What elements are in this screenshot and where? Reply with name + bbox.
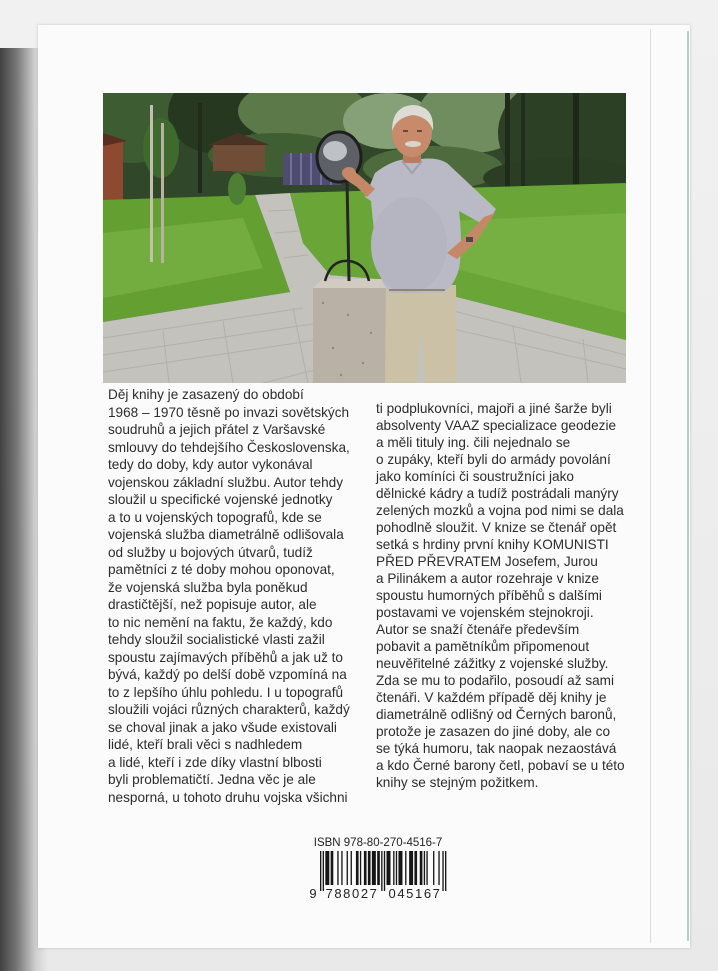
barcode-bar: [364, 851, 367, 885]
barcode-bar: [414, 851, 417, 885]
tree-trunk: [521, 93, 525, 188]
barcode-bars: [320, 851, 446, 891]
barcode-lead-digit: 9: [309, 886, 317, 901]
blurb-line: spoustu zajímavých příběhů a jak už to: [108, 649, 343, 665]
blurb-line: a to u vojenských topografů, kde se: [108, 509, 322, 525]
tree-trunk: [573, 93, 579, 185]
barcode-bar: [398, 851, 402, 885]
blurb-line: se choval jinak a jako všude existovali: [108, 719, 337, 735]
blurb-line: tehdy sloužil socialistické vlasti zažil: [108, 632, 325, 647]
blurb-line: absolventy VAAZ specializace geodezie: [376, 418, 617, 433]
blurb-line: byli problematičtí. Jedna věc je ale: [108, 772, 316, 787]
blurb-line: Děj knihy je zasazený do období: [108, 387, 304, 402]
blurb-line: se týká humoru, tak naopak nezaostává: [376, 741, 617, 756]
blurb-line: a měli tituly ing. čili nejednalo se: [376, 435, 571, 450]
wristwatch: [466, 237, 473, 242]
blurb-line: o zupáky, kteří byli do armády povolání: [376, 452, 611, 467]
barcode-guard-bar: [323, 851, 324, 891]
small-bush: [228, 173, 246, 205]
blurb-line: spoustu humorných příběhů s dalšími: [376, 588, 602, 603]
author-photo: [103, 93, 626, 383]
blurb-line: vojenská služba diametrálně odlišovala: [108, 527, 344, 542]
barcode-right-digits: 045167: [388, 886, 442, 901]
barcode-bar: [438, 851, 439, 885]
speckle: [347, 314, 349, 316]
blurb-line: bývá, každý po delší době vzpomíná na: [108, 667, 347, 682]
blurb-column-left: [108, 386, 350, 806]
blurb-line: ti podplukovníci, majoři a jiné šarže byli: [376, 401, 612, 416]
barcode-guard-bar: [384, 851, 385, 891]
blurb-line: nesporná, u tohoto druhu vojska všichni: [108, 789, 348, 805]
man-belly: [371, 197, 447, 293]
barcode-bar: [341, 851, 342, 885]
barcode-bar: [387, 851, 391, 885]
blurb-line: pobavit a pamětníkům připomenout: [376, 639, 590, 654]
speckle: [322, 302, 324, 304]
blurb-line: dělnické kádry a tudíž postrádali manýry: [376, 486, 619, 501]
book-back-cover: [38, 25, 690, 948]
barcode-bar: [356, 851, 359, 885]
blurb-line: pohodlně sloužit. V knize se čtenář opět: [376, 520, 617, 535]
blurb-line: Zda se mu to podařilo, posoudí až sami: [376, 673, 615, 688]
blurb-line: od služby u bojových útvarů, tudíž: [108, 544, 313, 560]
stone-pedestal: [313, 279, 391, 383]
blurb-column-right: [376, 400, 625, 791]
blurb-line: vojenskou základní službu. Autor tehdy: [108, 474, 344, 490]
blurb-line: sloužili vojáci různých charakterů, každý: [108, 702, 350, 717]
barcode-bar: [377, 851, 380, 885]
blurb-line: a Pilinákem a autor rozehraje v knize: [376, 571, 599, 586]
blurb-line: neuvěřitelné zážitky z vojenské služby.: [376, 656, 609, 671]
barcode-bar: [325, 851, 329, 885]
blurb-line: zelených mozků a vojna pod nimi se dala: [376, 503, 624, 518]
blurb-line: smlouvy do tehdejšího Československa,: [108, 439, 350, 455]
barcode-bar: [368, 851, 371, 885]
blurb-line: jako komíníci či soustružníci jako: [376, 469, 574, 484]
blurb-line: to nic nemění na faktu, že každý, kdo: [108, 614, 333, 630]
blurb-line: sloužil u specifické vojenské jednotky: [108, 492, 333, 507]
barcode-bar: [433, 851, 434, 885]
isbn-label: ISBN 978-80-270-4516-7: [313, 837, 443, 849]
barcode-bar: [424, 851, 425, 885]
blurb-line: diametrálně odlišný od Černých baronů,: [376, 707, 617, 722]
barcode-left-digits: 788027: [325, 886, 379, 901]
blurb-line: 1968 – 1970 těsně po invazi sovětských: [108, 404, 350, 420]
barcode-guard-bar: [381, 851, 382, 891]
tree-trunk: [198, 103, 202, 193]
blurb-line: to z lepšího úhlu pohledu. I u topografů: [108, 684, 344, 700]
blurb-line: drastičtější, než popisuje autor, ale: [108, 597, 317, 612]
cover-crease: [650, 29, 651, 943]
barcode-bar: [337, 851, 338, 885]
speckle: [332, 347, 334, 349]
blurb-line: PŘED PŘEVRATEM Josefem, Jurou: [376, 554, 598, 569]
speckle: [340, 374, 342, 376]
shelter-wall: [213, 145, 265, 171]
blurb-line: soudruhů a jejich přátel z Varšavské: [108, 422, 326, 437]
blurb-line: lidé, kteří brali věci s nadhledem: [108, 737, 303, 752]
barcode-bar: [331, 851, 334, 885]
sculpture-reflection: [323, 141, 347, 161]
barcode-bar: [351, 851, 352, 885]
speckle: [362, 362, 364, 364]
blurb-line: že vojenská služba byla poněkud: [108, 579, 308, 595]
sculpture-pole: [347, 181, 349, 281]
man-mustache: [405, 141, 421, 147]
barcode-guard-bar: [445, 851, 446, 891]
tree-trunk: [505, 93, 510, 188]
barcode-guard-bar: [442, 851, 443, 891]
barcode-bar: [426, 851, 427, 885]
page-edges: [687, 31, 689, 941]
man-raised-hand: [342, 167, 356, 179]
blurb-line: Autor se snaží čtenáře především: [376, 622, 580, 637]
barcode-bar: [409, 851, 413, 885]
blurb-line: a kdo Černé barony četl, pobaví se u této: [376, 758, 625, 773]
barcode-bar: [393, 851, 394, 885]
blurb-line: a lidé, kteří i zde díky vlastní blbosti: [108, 754, 322, 770]
speckle: [370, 332, 372, 334]
blurb-line: setká s hrdiny první knihy KOMUNISTI: [376, 537, 609, 552]
blurb-line: tedy do doby, kdy autor vykonával: [108, 457, 313, 472]
blurb-line: čtenáři. V každém případě děj knihy je: [376, 690, 607, 705]
barcode-bar: [372, 851, 376, 885]
blurb-line: pamětníci z té doby mohou oponovat,: [108, 562, 335, 577]
barcode-bar: [420, 851, 423, 885]
barcode-bar: [347, 851, 348, 885]
barcode-guard-bar: [320, 851, 321, 891]
blurb-line: postavami ve vojenském stejnokroji.: [376, 605, 594, 620]
barcode-bar: [360, 851, 361, 885]
pedestal-front: [313, 288, 386, 383]
barcode-bar: [396, 851, 397, 885]
barcode-bar: [405, 851, 406, 885]
isbn-barcode: [305, 835, 455, 905]
blurb-line: knihy se stejným požitkem.: [376, 775, 539, 790]
blurb-line: protože je zasazen do jiné doby, ale co: [376, 724, 611, 739]
tree-stake: [161, 123, 164, 263]
tree-stake: [150, 105, 153, 262]
